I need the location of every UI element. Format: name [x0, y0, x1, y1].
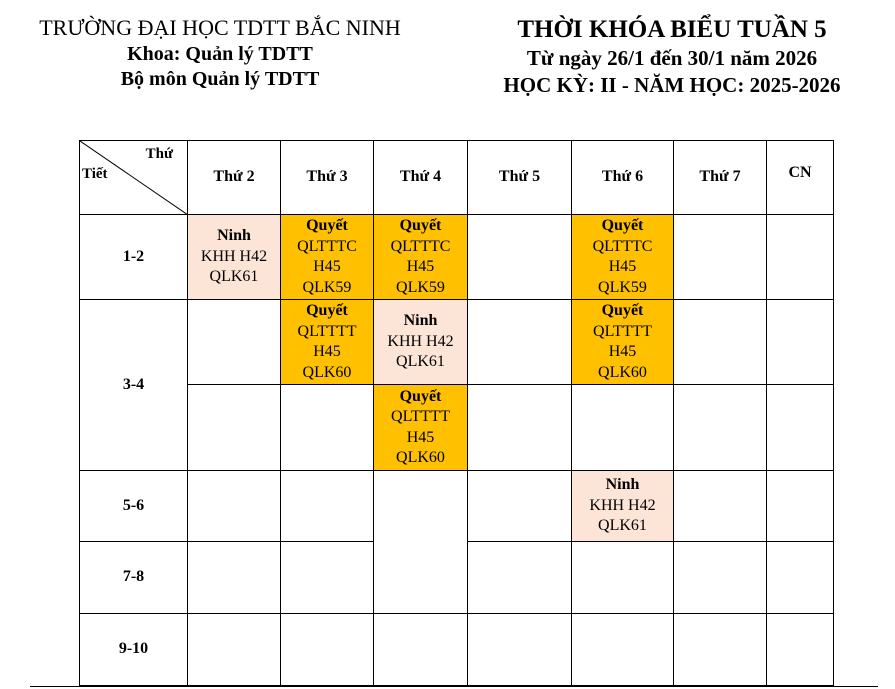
class-group: QLK60: [302, 363, 352, 381]
lecturer-name: Quyết: [399, 217, 442, 234]
class-cell: [188, 215, 281, 300]
lecturer-name: Ninh: [403, 312, 438, 330]
class-cell: [281, 215, 374, 300]
period-label-9-10: 9-10: [80, 614, 188, 686]
period-label-7-8: 7-8: [80, 542, 188, 614]
lecturer-name: Quyết: [306, 217, 348, 234]
day-header-cn: CN: [767, 141, 834, 215]
class-room: H45: [313, 343, 341, 360]
empty-cell: [188, 614, 281, 686]
empty-cell: [674, 614, 767, 686]
empty-cell: [767, 300, 834, 385]
day-header-row: [80, 141, 834, 215]
empty-cell: [767, 614, 834, 686]
class-group: QLK61: [209, 268, 259, 286]
schedule-title: THỜI KHÓA BIỂU TUẦN 5: [517, 16, 827, 43]
term-info: HỌC KỲ: II - NĂM HỌC: 2025-2026: [503, 72, 841, 97]
header-left: [20, 14, 420, 92]
empty-cell: [281, 614, 374, 686]
timetable: [79, 140, 834, 686]
lecturer-name: Quyết: [306, 302, 348, 319]
class-room: KHH H42: [200, 247, 268, 265]
empty-cell: [767, 385, 834, 471]
header-right: [472, 14, 872, 98]
department-name: Bộ môn Quản lý TDTT: [120, 67, 320, 90]
empty-cell: [674, 471, 767, 542]
period-row-3-4b: [80, 385, 834, 471]
day-header-thu5: Thứ 5: [468, 141, 572, 215]
faculty-name: Khoa: Quản lý TDTT: [127, 42, 313, 65]
class-cell: [572, 471, 674, 542]
empty-cell: [674, 542, 767, 614]
period-row-9-10: [80, 614, 834, 686]
empty-cell: [572, 614, 674, 686]
class-room: H45: [608, 258, 637, 275]
empty-cell: [767, 542, 834, 614]
empty-cell: [674, 385, 767, 471]
class-group: QLK59: [302, 278, 352, 296]
empty-cell: [572, 542, 674, 614]
class-room: H45: [608, 343, 637, 360]
empty-cell: [468, 542, 572, 614]
period-row-5-6: [80, 471, 834, 542]
empty-cell: [674, 300, 767, 385]
class-group: QLK59: [396, 278, 445, 296]
period-label-5-6: 5-6: [80, 471, 188, 542]
class-group: QLK60: [396, 449, 445, 466]
empty-cell: [374, 614, 468, 686]
class-room: H45: [313, 258, 341, 275]
class-room: KHH H42: [387, 332, 454, 350]
empty-cell: [281, 385, 374, 471]
subject-code: QLTTTC: [297, 237, 357, 255]
day-header-thu2: Thứ 2: [188, 141, 281, 215]
date-range: Từ ngày 26/1 đến 30/1 năm 2026: [526, 46, 818, 71]
empty-cell: [674, 215, 767, 300]
class-cell: [572, 300, 674, 385]
corner-cell: [80, 141, 188, 215]
empty-cell: [188, 300, 281, 385]
school-name: TRƯỜNG ĐẠI HỌC TDTT BẮC NINH: [39, 15, 401, 40]
class-cell: [374, 300, 468, 385]
lecturer-name: Quyết: [399, 387, 442, 405]
empty-cell: [468, 300, 572, 385]
class-group: QLK60: [598, 363, 647, 381]
empty-cell: [188, 471, 281, 542]
corner-day-label: Thứ: [145, 146, 173, 162]
period-row-3-4a: [80, 300, 834, 385]
class-group: QLK61: [396, 353, 445, 371]
class-room: KHH H42: [589, 496, 656, 514]
class-cell: [374, 215, 468, 300]
subject-code: QLTTTC: [592, 237, 653, 255]
empty-cell: [188, 542, 281, 614]
empty-cell: [374, 471, 468, 614]
period-label-3-4: 3-4: [80, 300, 188, 471]
empty-cell: [468, 471, 572, 542]
empty-cell: [188, 385, 281, 471]
day-header-thu4: Thứ 4: [374, 141, 468, 215]
subject-code: QLTTTT: [593, 322, 652, 340]
subject-code: QLTTTT: [297, 322, 357, 340]
empty-cell: [767, 215, 834, 300]
period-label-1-2: 1-2: [80, 215, 188, 300]
empty-cell: [572, 385, 674, 471]
class-room: H45: [406, 428, 435, 446]
class-room: H45: [406, 258, 435, 275]
class-cell: [572, 215, 674, 300]
empty-cell: [281, 471, 374, 542]
day-header-thu6: Thứ 6: [572, 141, 674, 215]
day-header-thu7: Thứ 7: [674, 141, 767, 215]
empty-cell: [468, 614, 572, 686]
lecturer-name: Quyết: [601, 302, 644, 319]
lecturer-name: Quyết: [601, 217, 644, 234]
class-cell: [374, 385, 468, 471]
empty-cell: [468, 215, 572, 300]
period-row-1-2: [80, 215, 834, 300]
lecturer-name: Ninh: [605, 476, 640, 494]
empty-cell: [281, 542, 374, 614]
class-group: QLK61: [598, 517, 647, 535]
bottom-rule: [30, 686, 878, 687]
empty-cell: [468, 385, 572, 471]
class-group: QLK59: [598, 278, 647, 296]
empty-cell: [767, 471, 834, 542]
lecturer-name: Ninh: [217, 227, 251, 245]
subject-code: QLTTTC: [390, 237, 451, 255]
class-cell: [281, 300, 374, 385]
corner-period-label: Tiết: [82, 166, 108, 182]
subject-code: QLTTTT: [391, 408, 450, 425]
day-header-thu3: Thứ 3: [281, 141, 374, 215]
